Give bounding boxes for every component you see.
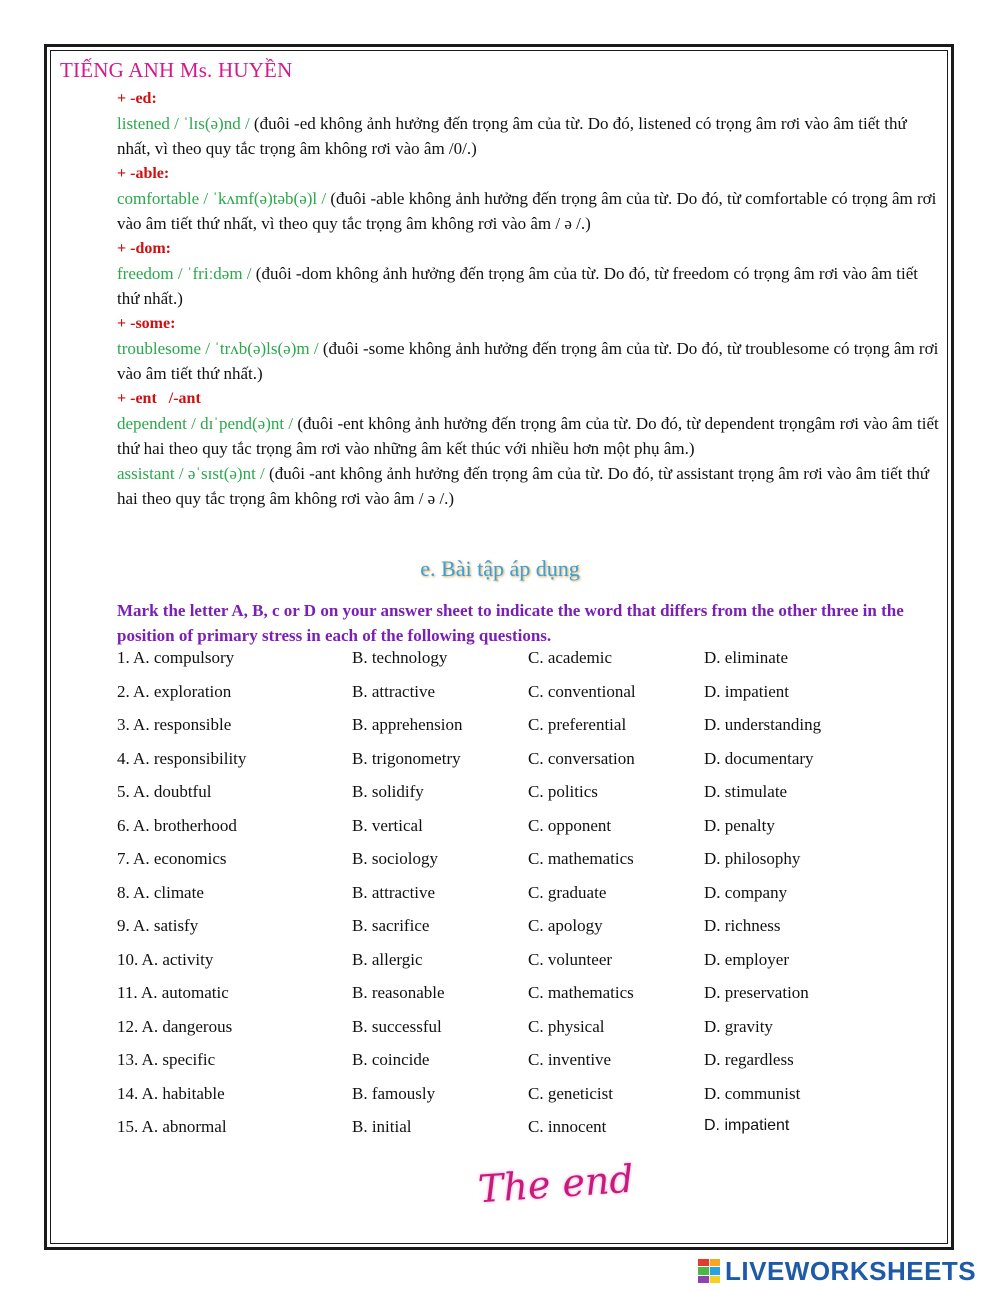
option-d: D. stimulate [704, 782, 788, 801]
example-word: freedom / ˈfriːdəm / [117, 264, 256, 283]
option-d: D. communist [704, 1083, 801, 1103]
liveworksheets-logo-icon [698, 1259, 720, 1283]
explanation: (đuôi -able không ảnh hưởng đến trọng âm của từ. Do đó, từ comfortable có trọng âm rơi vào âm tiết thứ nhất, vì theo quy tắc trọng âm không rơi vào âm / ə /.) [117, 189, 937, 233]
option-d: D. documentary [704, 748, 814, 768]
rule-dom [117, 236, 942, 311]
option-b: B. sacrifice [352, 916, 430, 935]
option-a: 5. A. doubtful [117, 782, 212, 801]
example-word: listened / ˈlɪs(ə)nd / [117, 114, 254, 133]
rule-entry [117, 261, 942, 311]
option-d: D. impatient [704, 681, 789, 701]
option-c: C. opponent [528, 815, 612, 835]
rule-entry [117, 111, 942, 161]
question-row [117, 1117, 947, 1151]
rule-ent-ant [117, 386, 942, 511]
option-d: D. philosophy [704, 849, 801, 868]
option-a: 12. A. dangerous [117, 1016, 233, 1036]
explanation: (đuôi -ent không ảnh hưởng đến trọng âm của từ. Do đó, từ dependent trọngâm rơi vào âm tiết thứ hai theo quy tắc trọng âm rơi vào những âm kết thúc với nhiều hơn một phụ âm.) [117, 414, 939, 458]
option-d: D. penalty [704, 815, 775, 835]
explanation: (đuôi -ed không ảnh hưởng đến trọng âm của từ. Do đó, listened có trọng âm rơi vào âm tiết thứ nhất, vì theo quy tắc trọng âm không rơi vào âm /0/.) [117, 114, 907, 158]
option-b: B. sociology [352, 849, 438, 868]
option-b: B. initial [352, 1117, 412, 1136]
example-word: dependent / dɪˈpend(ə)nt / [117, 414, 298, 433]
option-b: B. reasonable [352, 983, 445, 1002]
option-a: 11. A. automatic [117, 983, 229, 1002]
option-c: C. politics [528, 782, 598, 801]
option-a: 7. A. economics [117, 849, 227, 868]
option-b: B. famously [352, 1083, 436, 1103]
explanation: (đuôi -ant không ảnh hưởng đến trọng âm của từ. Do đó, từ assistant trọng âm rơi vào âm tiết thứ hai theo quy tắc trọng âm không rơi vào âm / ə /.) [117, 464, 930, 508]
option-c: C. apology [528, 916, 603, 935]
option-b: B. coincide [352, 1050, 430, 1069]
question-row [117, 849, 947, 883]
option-c: C. preferential [528, 715, 627, 734]
explanation: (đuôi -dom không ảnh hưởng đến trọng âm của từ. Do đó, từ freedom có trọng âm rơi vào âm tiết thứ nhất.) [117, 264, 918, 308]
suffix-label: + -dom: [117, 240, 171, 257]
option-c: C. physical [528, 1016, 605, 1036]
option-b: B. technology [352, 648, 448, 667]
rule-entry [117, 336, 942, 386]
option-a: 14. A. habitable [117, 1083, 225, 1103]
rule-entry [117, 411, 942, 461]
question-row [117, 816, 947, 850]
option-a: 1. A. compulsory [117, 648, 235, 667]
option-d: D. company [704, 882, 788, 902]
rule-entry [117, 186, 942, 236]
option-b: B. solidify [352, 782, 424, 801]
option-b: B. apprehension [352, 715, 463, 734]
option-c: C. innocent [528, 1117, 607, 1136]
option-b: B. attractive [352, 681, 436, 701]
suffix-rules [117, 86, 942, 511]
rule-entry [117, 461, 942, 511]
option-c: C. conventional [528, 681, 636, 701]
suffix-label: + -ed: [117, 90, 157, 107]
option-b: B. attractive [352, 882, 436, 902]
option-b: B. successful [352, 1016, 442, 1036]
option-d: D. employer [704, 949, 789, 969]
option-c: C. conversation [528, 748, 635, 768]
question-row [117, 1084, 947, 1118]
suffix-label: + -some: [117, 315, 176, 332]
question-row [117, 682, 947, 716]
option-d: D. richness [704, 916, 781, 935]
option-d: D. gravity [704, 1016, 773, 1036]
the-end-text: The end [476, 1156, 636, 1212]
option-a: 6. A. brotherhood [117, 815, 237, 835]
option-c: C. volunteer [528, 949, 613, 969]
option-a: 8. A. climate [117, 882, 204, 902]
option-a: 15. A. abnormal [117, 1117, 227, 1136]
option-a: 2. A. exploration [117, 681, 232, 701]
example-word: assistant / əˈsɪst(ə)nt / [117, 464, 270, 483]
question-row [117, 983, 947, 1017]
option-d: D. regardless [704, 1050, 794, 1069]
example-word: troublesome / ˈtrʌb(ə)ls(ə)m / [117, 339, 323, 358]
question-row [117, 715, 947, 749]
option-a: 4. A. responsibility [117, 748, 247, 768]
option-d: D. preservation [704, 983, 809, 1002]
question-row [117, 883, 947, 917]
question-row [117, 1017, 947, 1051]
option-a: 13. A. specific [117, 1050, 216, 1069]
option-c: C. graduate [528, 882, 607, 902]
exercise-instructions: Mark the letter A, B, c or D on your answer sheet to indicate the word that differs from the other three in the position of primary stress in each of the following questions. [117, 601, 904, 645]
question-list [117, 648, 947, 1151]
suffix-label: + -ent /-ant [117, 390, 201, 407]
option-c: C. mathematics [528, 849, 634, 868]
suffix-label: + -able: [117, 165, 170, 182]
liveworksheets-brand [698, 1256, 976, 1286]
option-d: D. impatient [704, 1117, 790, 1134]
option-a: 3. A. responsible [117, 715, 232, 734]
option-b: B. trigonometry [352, 748, 461, 768]
question-row [117, 1050, 947, 1084]
rule-able [117, 161, 942, 236]
question-row [117, 916, 947, 950]
explanation: (đuôi -some không ảnh hưởng đến trọng âm của từ. Do đó, từ troublesome có trọng âm rơi vào âm tiết thứ nhất.) [117, 339, 939, 383]
option-c: C. inventive [528, 1050, 612, 1069]
question-row [117, 648, 947, 682]
option-a: 10. A. activity [117, 949, 214, 969]
page-title: TIẾNG ANH Ms. HUYỀN [60, 58, 293, 82]
option-c: C. geneticist [528, 1083, 613, 1103]
option-b: B. allergic [352, 949, 423, 969]
option-a: 9. A. satisfy [117, 916, 199, 935]
rule-ed [117, 86, 942, 161]
question-row [117, 950, 947, 984]
option-d: D. understanding [704, 715, 822, 734]
option-b: B. vertical [352, 815, 423, 835]
example-word: comfortable / ˈkʌmf(ə)təb(ə)l / [117, 189, 331, 208]
rule-some [117, 311, 942, 386]
option-d: D. eliminate [704, 648, 789, 667]
exercise-heading: e. Bài tập áp dụng [420, 556, 580, 581]
option-c: C. mathematics [528, 983, 634, 1002]
question-row [117, 782, 947, 816]
brand-name: LIVEWORKSHEETS [725, 1255, 977, 1286]
question-row [117, 749, 947, 783]
option-c: C. academic [528, 648, 613, 667]
